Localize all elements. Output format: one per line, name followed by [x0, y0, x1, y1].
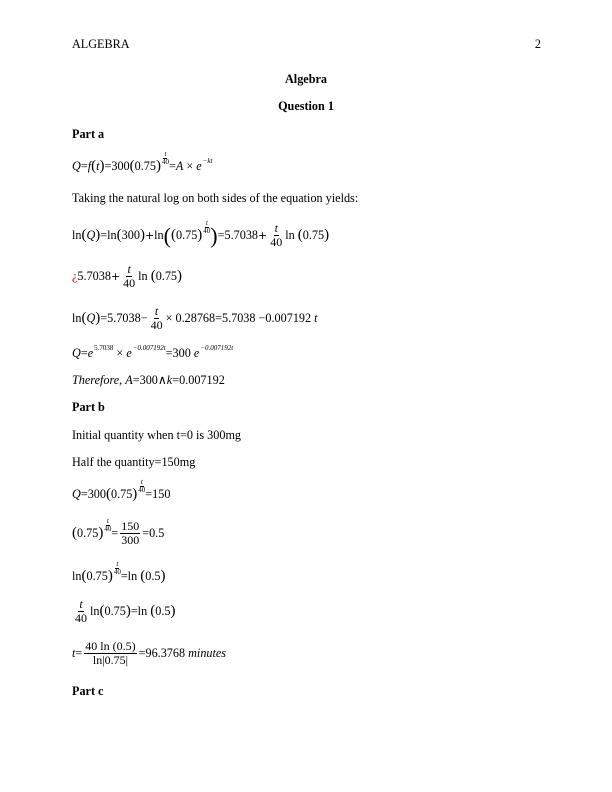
paragraph-half-quantity: Half the quantity=150mg — [72, 455, 196, 469]
part-b-heading: Part b — [72, 400, 105, 414]
equation-ratio: ( 0.75 ) $\frac{t}{40}$ = $\frac{150}{300}$ = 0.5 — [72, 517, 165, 547]
running-head: ALGEBRA — [72, 37, 130, 51]
paragraph-initial-quantity: Initial quantity when t=0 is 300mg — [72, 428, 242, 442]
page-number: 2 — [534, 37, 541, 51]
equation-log-ratio: ln ( 0.75 ) $\frac{t}{40}$ =ln ( 0.5 ) — [72, 560, 166, 584]
equation-conclusion: Therefore , A = 300 ∧ k = 0.007192 — [72, 373, 225, 387]
equation-scaled-log: $\frac{t}{40}$ ln ( 0.75 ) =ln ( 0.5 ) — [75, 597, 176, 625]
paragraph-natural-log: Taking the natural log on both sides of the equation yields: — [72, 191, 359, 205]
document-title: Algebra — [285, 72, 327, 86]
equation-exponential: Q = e 5.7038 × e −0.007192t = 300 e −0.007192t — [72, 343, 234, 360]
equation-log: ln ( Q ) =ln ( 300 ) + ln ( ( 0.75 ) $\frac{t}{40}$ ) = 5.7038 + $\frac{t}{40}$ ln ( 0.75 ) — [72, 219, 330, 249]
equation-linear: ln ( Q ) = 5.7038 − $\frac{t}{40}$ × 0.28768 = 5.7038 − 0.007192 t — [72, 304, 318, 332]
equation-model: Q = f ( t ) = 300 ( 0.75 ) $\frac{t}{40}$ = A × e −kt — [72, 150, 213, 174]
question-heading: Question 1 — [278, 99, 334, 113]
equation-half-life: Q = 300 ( 0.75 ) $\frac{t}{40}$ = 150 — [72, 478, 171, 502]
equation-simplified: ¿ 5.7038 + $\frac{t}{40}$ ln ( 0.75 ) — [72, 262, 183, 290]
part-c-heading: Part c — [72, 684, 104, 698]
equation-time-solution: t = $\frac{40 \ln (0.5)}{\ln⁡|0.75|}$ = 96.3768 minutes — [72, 639, 227, 667]
part-a-heading: Part a — [72, 127, 105, 141]
